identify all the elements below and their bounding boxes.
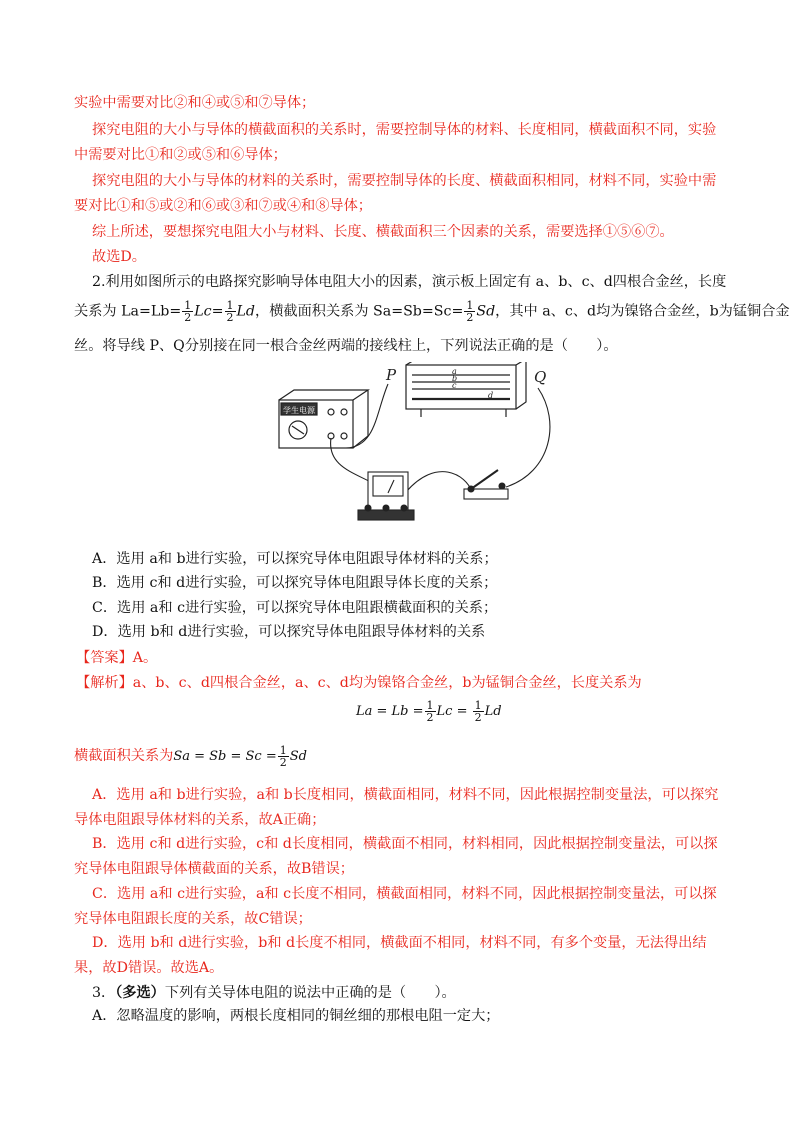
solution-line: 故选D。 bbox=[92, 249, 146, 265]
explanation-line: 究导体电阻跟导体横截面的关系，故B错误； bbox=[74, 861, 354, 877]
question-3-option-a: A．忽略温度的影响，两根长度相同的铜丝细的那根电阻一定大； bbox=[92, 1008, 500, 1024]
explanation-line: B．选用 c和 d进行实验，c和 d长度相同，横截面不相同，材料相同，因此根据控制变量法，可以探 bbox=[92, 836, 718, 852]
symbol-ld: Ld bbox=[236, 303, 256, 320]
area-relation-label: ，横截面积关系为 Sa=Sb=Sc= bbox=[255, 303, 464, 320]
wire-label-a: a bbox=[452, 367, 457, 376]
question-3-stem bbox=[92, 983, 456, 1003]
fraction-half: $\frac{1}{2}$ bbox=[474, 699, 482, 724]
fraction-half: $\frac{1}{2}$ bbox=[279, 744, 287, 769]
length-relation-label: 关系为 La=Lb= bbox=[74, 303, 182, 320]
solution-line: 综上所述，要想探究电阻大小与材料、长度、横截面积三个因素的关系，需要选择①⑤⑥⑦。 bbox=[92, 224, 674, 240]
explanation-line: C．选用 a和 c进行实验，a和 c长度不相同，横截面相同，材料不同，因此根据控制变量法，可以探 bbox=[92, 886, 717, 902]
symbol-sd: Sd bbox=[476, 303, 496, 320]
question-3-number: 3． bbox=[92, 985, 116, 1001]
material-note: ，其中 a、c、d均为镍铬合金丝，b为锰铜合金 bbox=[495, 303, 790, 320]
question-3-text: 下列有关导体电阻的说法中正确的是（ ）。 bbox=[164, 985, 456, 1001]
equation-area-label: 横截面积关系为 bbox=[74, 748, 174, 764]
analysis-line bbox=[76, 673, 642, 693]
option-b: B．选用 c和 d进行实验，可以探究导体电阻跟导体长度的关系； bbox=[92, 575, 498, 591]
demo-board bbox=[406, 362, 526, 417]
solution-line: 探究电阻的大小与导体的横截面积的关系时，需要控制导体的材料、长度相同，横截面积不同，实验 bbox=[92, 122, 717, 138]
symbol-lc: Lc bbox=[194, 303, 212, 320]
wire-label-b: b bbox=[452, 374, 458, 383]
analysis-text: a、b、c、d四根合金丝，a、c、d均为镍铬合金丝，b为锰铜合金丝，长度关系为 bbox=[132, 675, 642, 691]
analysis-label: 【解析】 bbox=[76, 675, 133, 691]
explanation-line: A．选用 a和 b进行实验，a和 b长度相同，横截面相同，材料不同，因此根据控制变量法，可以探究 bbox=[92, 787, 719, 803]
wire-label-c: c bbox=[452, 381, 457, 390]
equation-length-lhs: La = Lb = bbox=[356, 704, 424, 719]
fraction-half: $\frac{1}{2}$ bbox=[426, 699, 434, 724]
label-q: Q bbox=[534, 368, 547, 386]
question-3-tag: （多选） bbox=[115, 985, 165, 1001]
fraction-half: $\frac{1}{2}$ bbox=[184, 299, 192, 324]
ammeter bbox=[358, 472, 414, 520]
option-a: A．选用 a和 b进行实验，可以探究导体电阻跟导体材料的关系； bbox=[92, 551, 498, 567]
explanation-line: 导体电阻跟导体材料的关系，故A正确； bbox=[74, 812, 326, 828]
label-p: P bbox=[386, 366, 397, 384]
solution-line: 实验中需要对比②和④或⑤和⑦导体； bbox=[74, 95, 316, 111]
circuit-figure bbox=[276, 362, 576, 534]
fraction-half: $\frac{1}{2}$ bbox=[466, 299, 474, 324]
switch bbox=[464, 470, 508, 499]
equation-length: La = Lb = $\frac{1}{2}$ Lc = $\frac{1}{2}$ Ld bbox=[356, 699, 502, 724]
wire-label-d: d bbox=[488, 391, 494, 400]
equation-area-line: 横截面积关系为Sa = Sb = Sc = $\frac{1}{2}$ Sd bbox=[74, 744, 307, 769]
option-d: D．选用 b和 d进行实验，可以探究导体电阻跟导体材料的关系 bbox=[92, 624, 486, 640]
equation-area-lhs: Sa = Sb = Sc = bbox=[173, 749, 277, 764]
solution-line: 探究电阻的大小与导体的材料的关系时，需要控制导体的长度、横截面积相同，材料不同，实验中需 bbox=[92, 173, 717, 189]
explanation-line: 究导体电阻跟长度的关系，故C错误； bbox=[74, 911, 312, 927]
solution-line: 中需要对比①和②或⑤和⑥导体； bbox=[74, 147, 287, 163]
fraction-half: $\frac{1}{2}$ bbox=[226, 299, 234, 324]
answer: 【答案】A。 bbox=[76, 650, 158, 666]
power-supply-label: 学生电源 bbox=[283, 406, 315, 415]
explanation-line: 果，故D错误。故选A。 bbox=[74, 960, 224, 976]
power-supply bbox=[279, 390, 368, 448]
question-2-stem: 2.利用如图所示的电路探究影响导体电阻大小的因素，演示板上固定有 a、b、c、d四根合金丝，长度 bbox=[92, 274, 727, 290]
explanation-line: D．选用 b和 d进行实验，b和 d长度不相同，横截面不相同，材料不同，有多个变量，无法得出结 bbox=[92, 935, 707, 951]
question-2-relations: 关系为 La=Lb= $\frac{1}{2}$ Lc= $\frac{1}{2}$ Ld，横截面积关系为 Sa=Sb=Sc= $\frac{1}{2}$ Sd，其中 a、c、d均为镍铬合金丝，b为锰铜合金 bbox=[74, 299, 790, 324]
solution-line: 要对比①和⑤或②和⑥或③和⑦或④和⑧导体； bbox=[74, 198, 372, 214]
option-c: C．选用 a和 c进行实验，可以探究导体电阻跟横截面积的关系； bbox=[92, 600, 498, 616]
question-2-stem-end: 丝。将导线 P、Q分别接在同一根合金丝两端的接线柱上，下列说法正确的是（ ）。 bbox=[74, 338, 618, 354]
